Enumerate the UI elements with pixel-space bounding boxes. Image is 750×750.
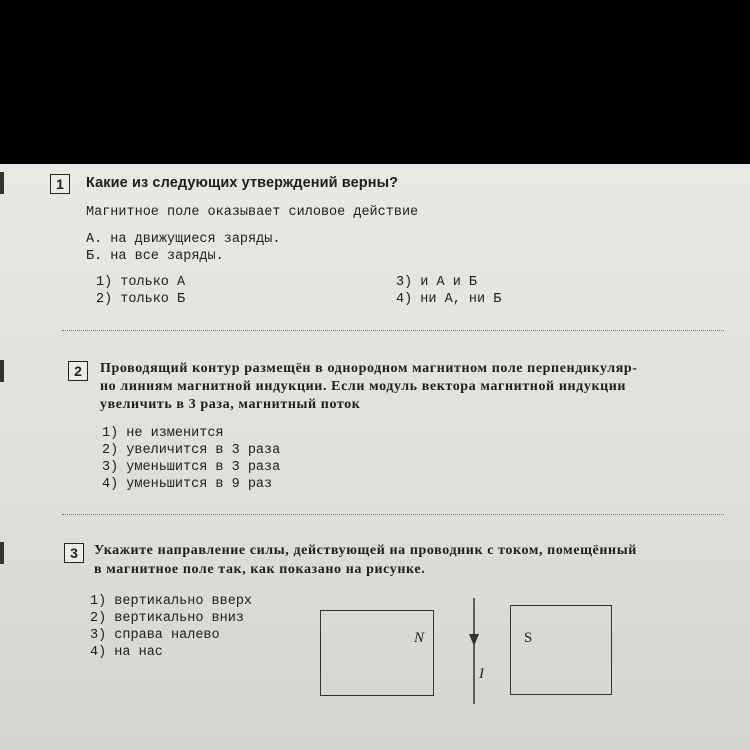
margin-mark — [0, 542, 4, 564]
answer-option-3[interactable]: 3) и А и Б — [396, 275, 478, 290]
answer-option-1[interactable]: 1) только А — [96, 275, 186, 290]
answer-option-4[interactable]: 4) уменьшится в 9 раз — [102, 477, 273, 492]
question-1-title: Какие из следующих утверждений верны? — [86, 175, 399, 191]
answer-option-2[interactable]: 2) вертикально вниз — [90, 611, 244, 626]
question-1-intro: Магнитное поле оказывает силовое действие — [86, 205, 419, 220]
answer-option-3[interactable]: 3) уменьшится в 3 раза — [102, 460, 281, 475]
section-divider — [62, 514, 724, 515]
margin-mark — [0, 172, 4, 194]
answer-option-1[interactable]: 1) не изменится — [102, 426, 224, 441]
statement-b: Б. на все заряды. — [86, 249, 224, 264]
question-number-3: 3 — [64, 543, 84, 563]
pole-label-s: S — [524, 630, 533, 646]
answer-option-3[interactable]: 3) справа налево — [90, 628, 220, 643]
arrow-down-icon — [469, 634, 479, 646]
answer-option-4[interactable]: 4) на нас — [90, 645, 163, 660]
current-wire — [464, 596, 484, 706]
question-number-1: 1 — [50, 174, 70, 194]
answer-option-1[interactable]: 1) вертикально вверх — [90, 594, 253, 609]
question-2-line-1: Проводящий контур размещён в однородном магнитном поле перпендикуляр- — [100, 361, 638, 376]
answer-option-2[interactable]: 2) только Б — [96, 292, 186, 307]
answer-option-4[interactable]: 4) ни А, ни Б — [396, 292, 502, 307]
question-3-line-2: в магнитное поле так, как показано на рисунке. — [94, 562, 426, 577]
answer-option-2[interactable]: 2) увеличится в 3 раза — [102, 443, 281, 458]
pole-label-n: N — [414, 630, 425, 646]
magnet-pole-right — [510, 605, 612, 695]
worksheet-page — [0, 164, 750, 750]
question-2-line-2: но линиям магнитной индукции. Если модуль вектора магнитной индукции — [100, 379, 627, 394]
section-divider — [62, 330, 724, 331]
current-label: I — [479, 666, 484, 682]
question-3-line-1: Укажите направление силы, действующей на проводник с током, помещённый — [94, 543, 637, 558]
question-2-line-3: увеличить в 3 раза, магнитный поток — [100, 397, 361, 412]
question-number-2: 2 — [68, 361, 88, 381]
magnet-pole-left — [320, 610, 434, 696]
margin-mark — [0, 360, 4, 382]
statement-a: А. на движущиеся заряды. — [86, 232, 281, 247]
